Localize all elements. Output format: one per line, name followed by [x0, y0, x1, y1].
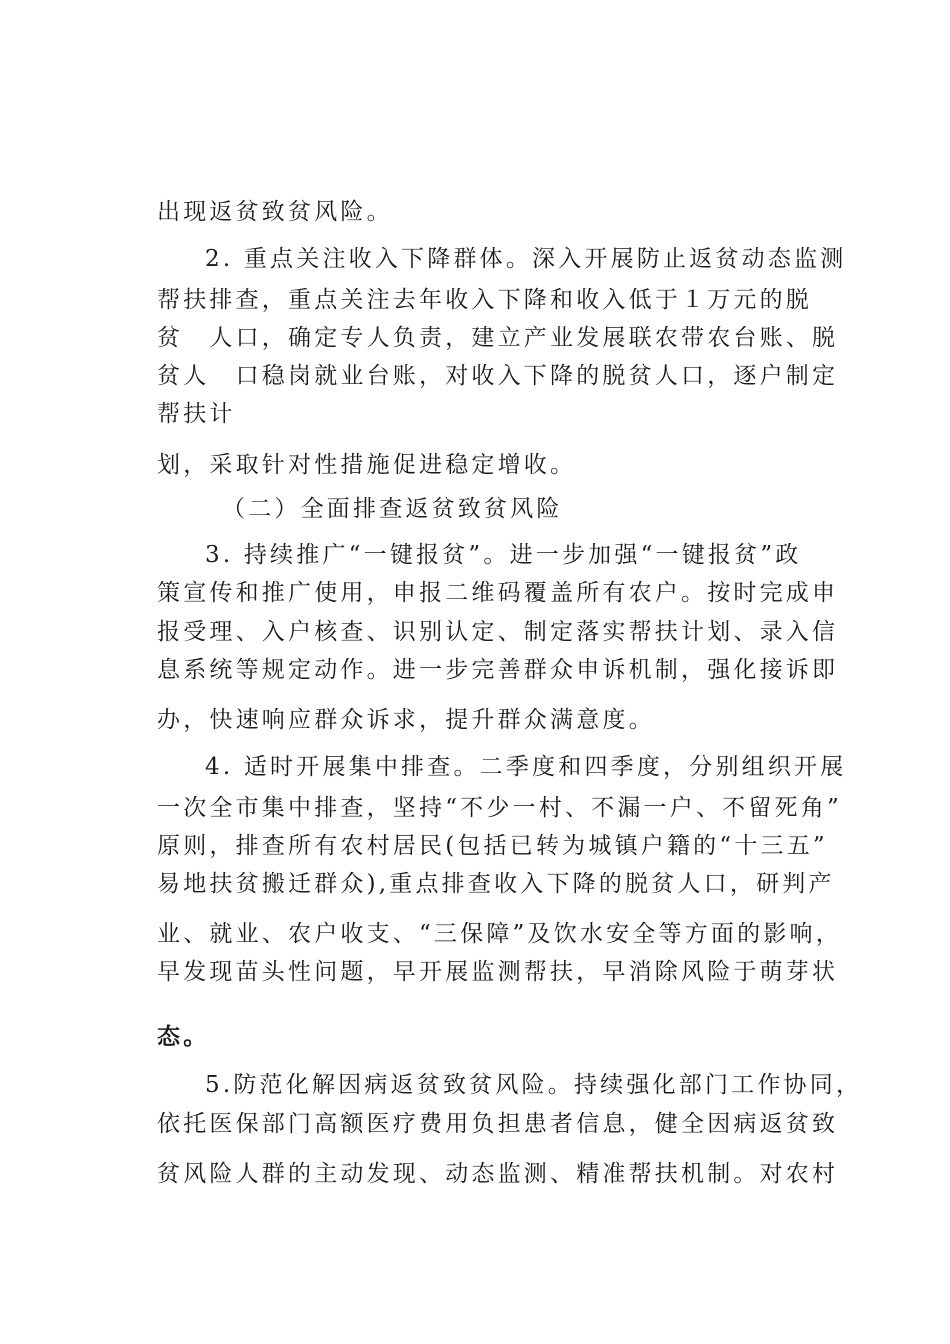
text-line: 帮扶计	[157, 401, 236, 427]
text-line: 易地扶贫搬迁群众),重点排查收入下降的脱贫人口，研判产	[157, 871, 835, 897]
text-line: 业、就业、农户收支、“三保障”及饮水安全等方面的影响，	[157, 921, 842, 947]
paragraph-5-line: 5.防范化解因病返贫致贫风险。持续强化部门工作协同，	[205, 1072, 863, 1098]
paragraph-2-line: 2. 重点关注收入下降群体。深入开展防止返贫动态监测	[205, 246, 847, 272]
text-line: 帮扶排查，重点关注去年收入下降和收入低于１万元的脱	[157, 287, 812, 313]
text-line: 报受理、入户核查、识别认定、制定落实帮扶计划、录入信	[157, 619, 839, 645]
section-heading: （二）全面排查返贫致贫风险	[222, 496, 563, 522]
text-line: 贫人 口稳岗就业台账，对收入下降的脱贫人口，逐户制定	[157, 363, 839, 389]
text-line: 出现返贫致贫风险。	[157, 199, 393, 225]
text-line: 依托医保部门高额医疗费用负担患者信息，健全因病返贫致	[157, 1111, 839, 1137]
text-line: 划，采取针对性措施促进稳定增收。	[157, 452, 577, 478]
text-line: 贫 人口，确定专人负责，建立产业发展联农带农台账、脱	[157, 325, 839, 351]
text-line: 贫风险人群的主动发现、动态监测、精准帮扶机制。对农村	[157, 1161, 839, 1187]
text-line: 一次全市集中排查，坚持“不少一村、不漏一户、不留死角”	[157, 795, 842, 821]
paragraph-4-line: 4. 适时开展集中排查。二季度和四季度，分别组织开展	[205, 754, 847, 780]
text-line: 息系统等规定动作。进一步完善群众申诉机制，强化接诉即	[157, 657, 839, 683]
text-line: 早发现苗头性问题，早开展监测帮扶，早消除风险于萌芽状	[157, 959, 839, 985]
text-line: 策宣传和推广使用，申报二维码覆盖所有农户。按时完成申	[157, 580, 839, 606]
text-line: 原则，排查所有农村居民(包括已转为城镇户籍的“十三五”	[157, 833, 828, 859]
text-line: 办，快速响应群众诉求，提升群众满意度。	[157, 707, 655, 733]
paragraph-3-line: 3. 持续推广“一键报贫”。进一步加强“一键报贫”政	[205, 542, 802, 568]
text-line: 态。	[157, 1023, 210, 1050]
